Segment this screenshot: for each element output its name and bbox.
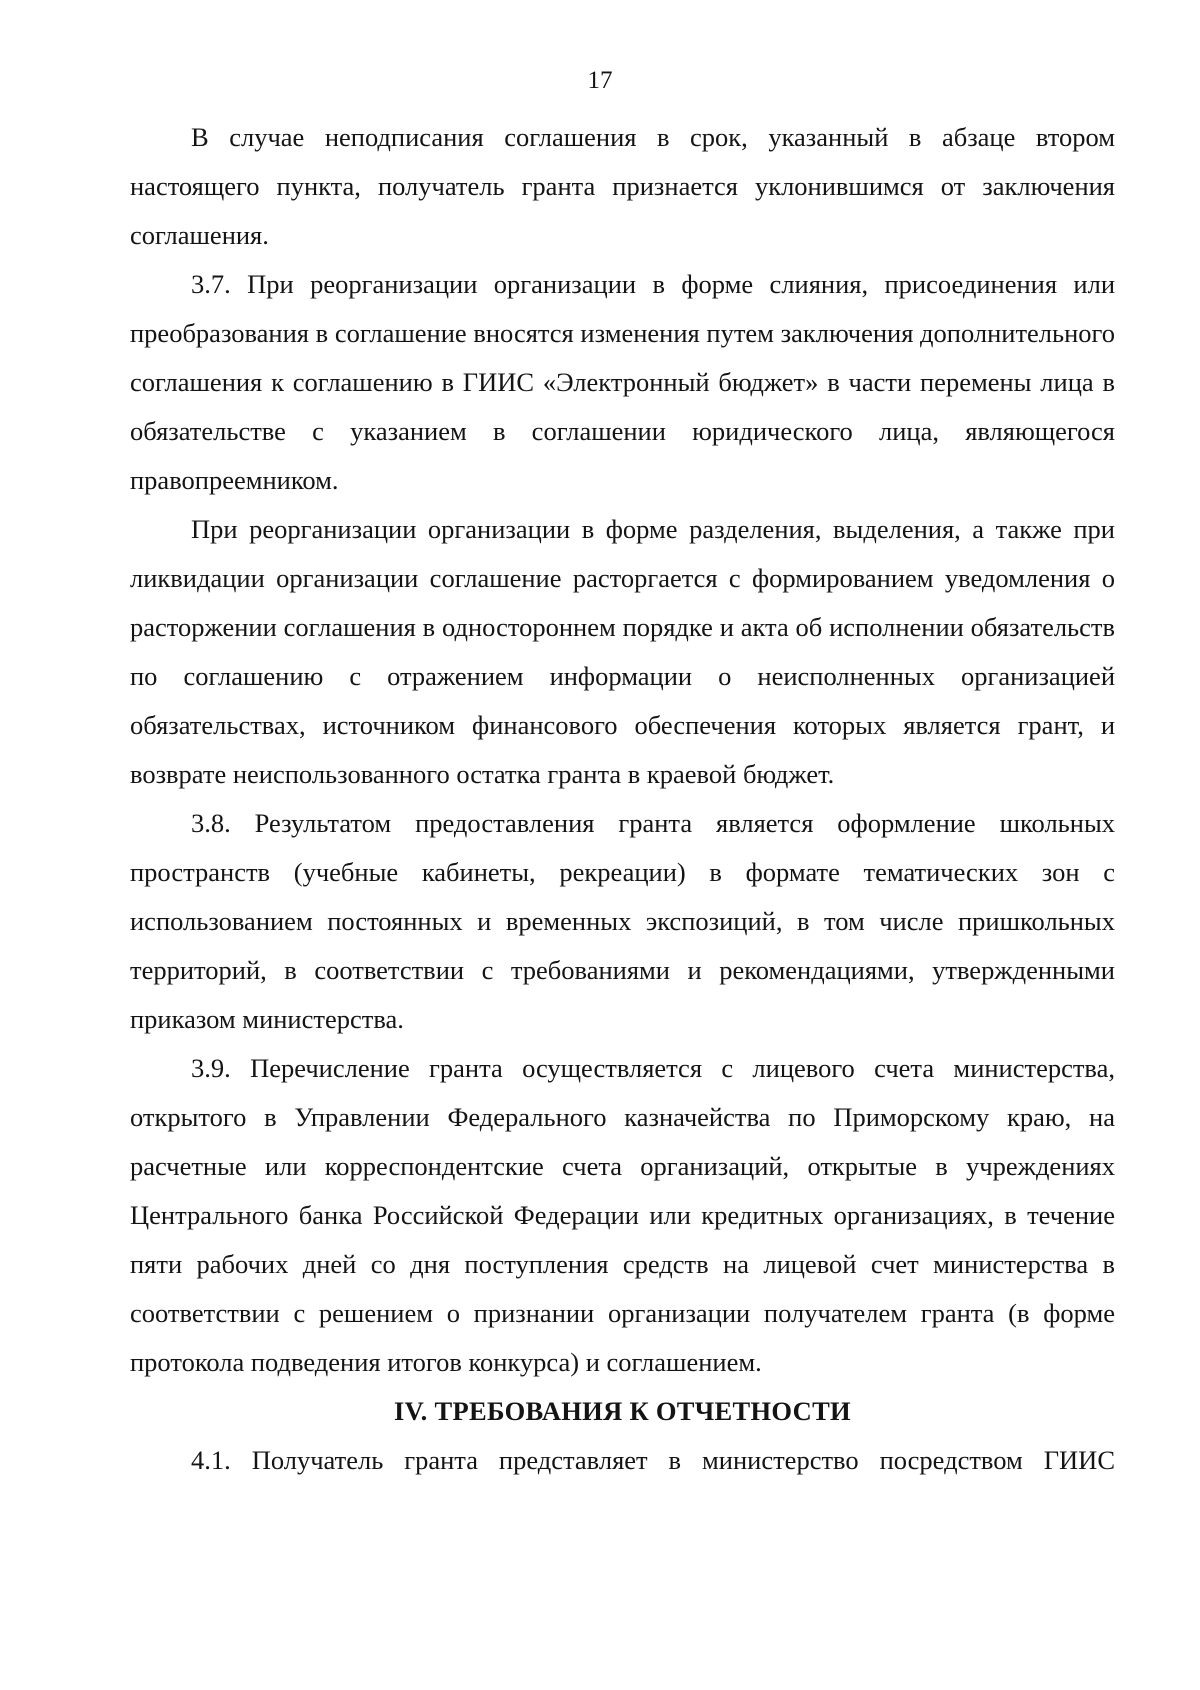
page-number: 17 (587, 67, 613, 94)
paragraph-3-9: 3.9. Перечисление гранта осуществляется с лицевого счета министерства, открытого в Управлении Федерального казначейства по Приморскому краю, на расчетные или корреспондентские счета организаций, открытые в учреждениях Центрального банка Российской Федерации или кредитных организациях, в течение пяти рабочих дней со дня поступления средств на лицевой счет министерства в соответствии с решением о признании организации получателем гранта (в форме протокола подведения итогов конкурса) и соглашением. (130, 1053, 1115, 1377)
paragraph-4-1: 4.1. Получатель гранта представляет в министерство посредством ГИИС (191, 1445, 1115, 1475)
paragraph-unsigned-agreement: В случае неподписания соглашения в срок, указанный в абзаце втором настоящего пункта, получатель гранта признается уклонившимся от заключения соглашения. (130, 122, 1115, 250)
paragraph-3-8: 3.8. Результатом предоставления гранта является оформление школьных пространств (учебные кабинеты, рекреации) в формате тематических зон с использованием постоянных и временных экспозиций, в том числе пришкольных территорий, в соответствии с требованиями и рекомендациями, утвержденными приказом министерства. (130, 808, 1115, 1034)
paragraph-reorganization-termination: При реорганизации организации в форме разделения, выделения, а также при ликвидации организации соглашение расторгается с формированием уведомления о расторжении соглашения в одностороннем порядке и акта об исполнении обязательств по соглашению с отражением информации о неисполненных организацией обязательствах, источником финансового обеспечения которых является грант, и возврате неиспользованного остатка гранта в краевой бюджет. (130, 514, 1115, 789)
section-heading: IV. ТРЕБОВАНИЯ К ОТЧЕТНОСТИ (394, 1396, 851, 1426)
document-body (130, 113, 1115, 1485)
paragraph-3-7: 3.7. При реорганизации организации в форме слияния, присоединения или преобразования в соглашение вносятся изменения путем заключения дополнительного соглашения к соглашению в ГИИС «Электронный бюджет» в части перемены лица в обязательстве с указанием в соглашении юридического лица, являющегося правопреемником. (130, 269, 1115, 495)
